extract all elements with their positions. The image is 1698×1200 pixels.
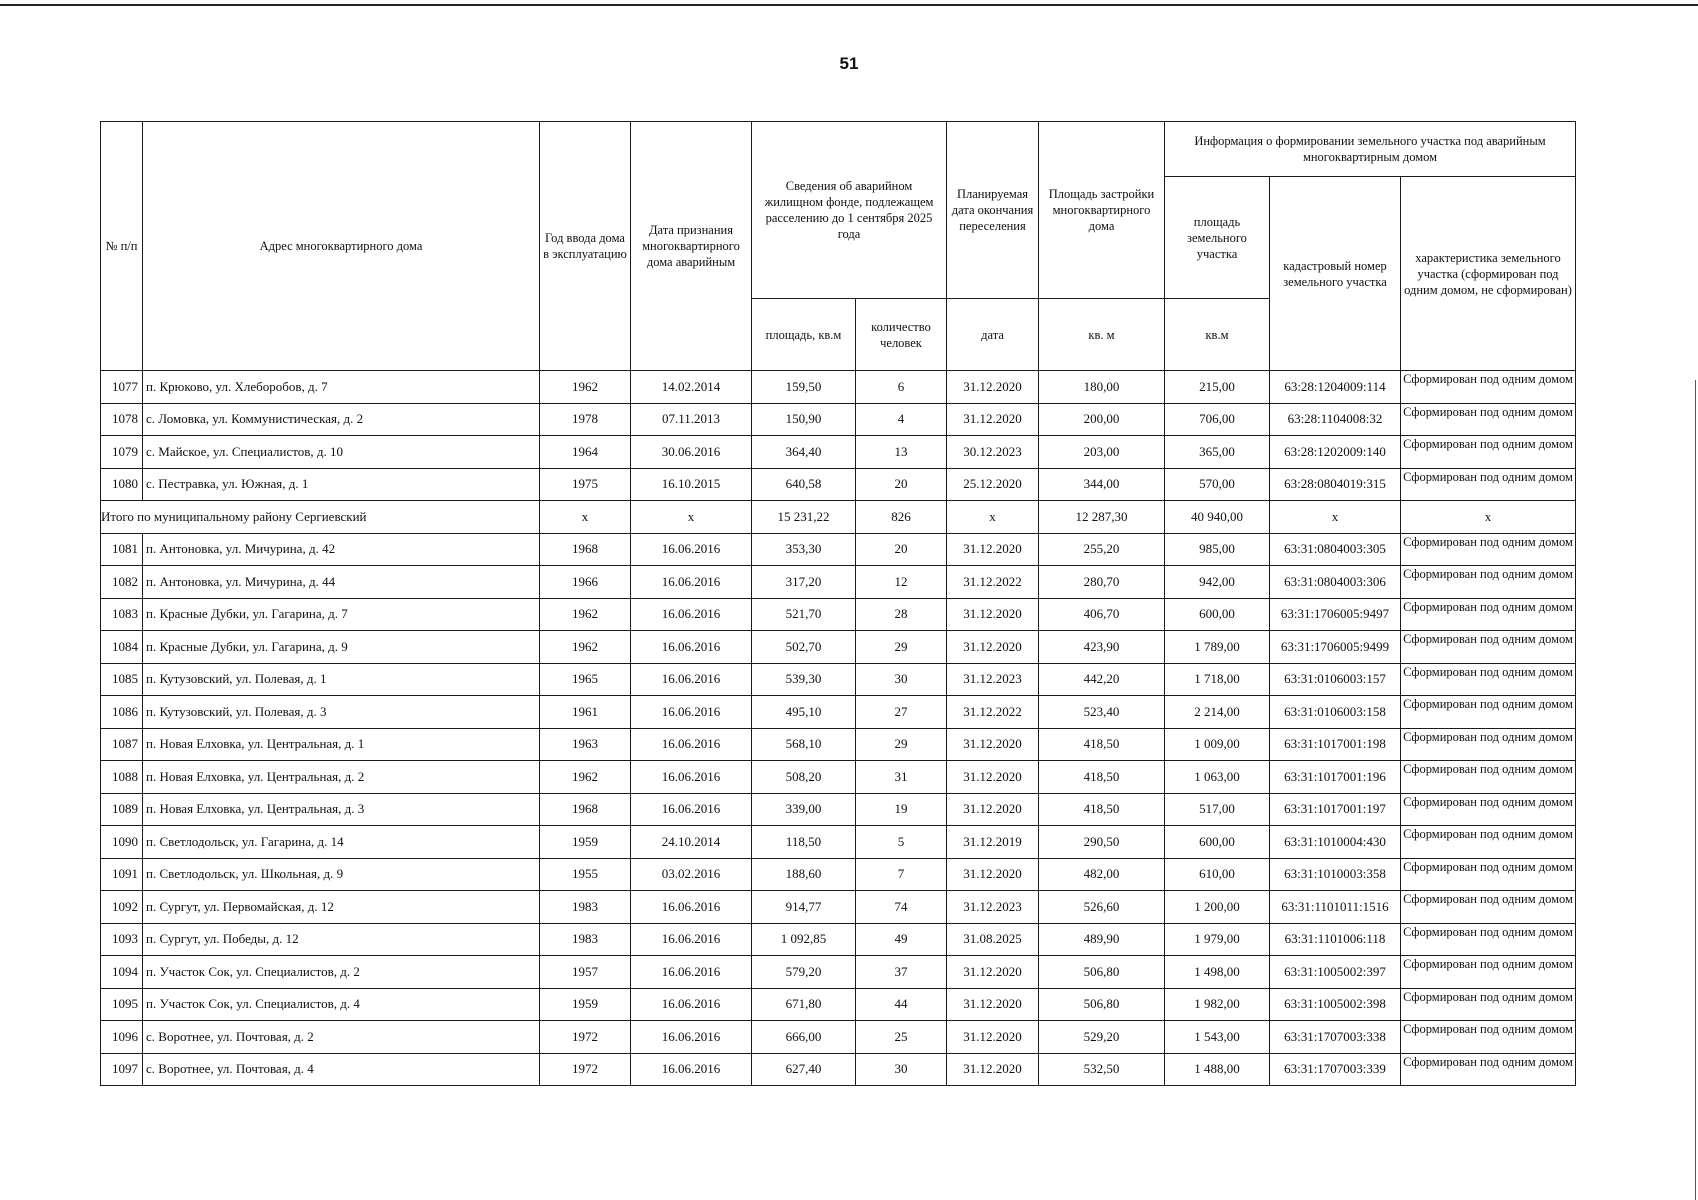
- people-count: 12: [856, 566, 947, 599]
- page-number: 51: [839, 54, 859, 73]
- year-built: x: [540, 501, 631, 534]
- recognition-date: 16.06.2016: [631, 923, 752, 956]
- building-address: п. Новая Елховка, ул. Центральная, д. 2: [143, 761, 540, 794]
- recognition-date: 16.06.2016: [631, 1053, 752, 1086]
- land-characteristic: Сформирован под одним домом: [1401, 696, 1576, 729]
- year-built: 1966: [540, 566, 631, 599]
- people-count: 29: [856, 631, 947, 664]
- people-count: 28: [856, 598, 947, 631]
- planned-end-date: 31.08.2025: [947, 923, 1039, 956]
- building-area: 406,70: [1039, 598, 1165, 631]
- land-area: 517,00: [1165, 793, 1270, 826]
- row-number: 1094: [101, 956, 143, 989]
- building-area: 532,50: [1039, 1053, 1165, 1086]
- land-area: 1 488,00: [1165, 1053, 1270, 1086]
- recognition-date: 16.06.2016: [631, 631, 752, 664]
- row-number: 1081: [101, 533, 143, 566]
- building-address: с. Пестравка, ул. Южная, д. 1: [143, 468, 540, 501]
- recognition-date: 30.06.2016: [631, 436, 752, 469]
- building-address: п. Крюково, ул. Хлеборобов, д. 7: [143, 371, 540, 404]
- cadastral-number: 63:28:1204009:114: [1270, 371, 1401, 404]
- land-characteristic: Сформирован под одним домом: [1401, 923, 1576, 956]
- row-number: 1082: [101, 566, 143, 599]
- table-row: [101, 533, 1576, 566]
- year-built: 1972: [540, 1021, 631, 1054]
- cadastral-number: x: [1270, 501, 1401, 534]
- year-built: 1962: [540, 631, 631, 664]
- table-header: [101, 122, 1576, 371]
- table-row: [101, 631, 1576, 664]
- fund-area: 508,20: [752, 761, 856, 794]
- year-built: 1975: [540, 468, 631, 501]
- fund-area: 317,20: [752, 566, 856, 599]
- row-number: 1087: [101, 728, 143, 761]
- building-address: п. Антоновка, ул. Мичурина, д. 44: [143, 566, 540, 599]
- top-scan-edge: [0, 4, 1698, 6]
- land-area: 1 979,00: [1165, 923, 1270, 956]
- planned-end-date: 31.12.2020: [947, 533, 1039, 566]
- cadastral-number: 63:31:1706005:9497: [1270, 598, 1401, 631]
- recognition-date: 14.02.2014: [631, 371, 752, 404]
- year-built: 1983: [540, 923, 631, 956]
- land-area: 706,00: [1165, 403, 1270, 436]
- table-row: [101, 1053, 1576, 1086]
- people-count: 44: [856, 988, 947, 1021]
- planned-end-date: 31.12.2023: [947, 663, 1039, 696]
- building-area: 255,20: [1039, 533, 1165, 566]
- table-row: [101, 826, 1576, 859]
- table-row: [101, 403, 1576, 436]
- planned-end-date: 31.12.2020: [947, 793, 1039, 826]
- year-built: 1968: [540, 793, 631, 826]
- header-land-area: площадь земельного участка: [1165, 177, 1270, 299]
- total-label: Итого по муниципальному району Сергиевский: [101, 501, 540, 534]
- fund-area: 364,40: [752, 436, 856, 469]
- row-number: 1080: [101, 468, 143, 501]
- land-area: 1 063,00: [1165, 761, 1270, 794]
- row-number: 1079: [101, 436, 143, 469]
- land-characteristic: Сформирован под одним домом: [1401, 728, 1576, 761]
- building-address: с. Воротнее, ул. Почтовая, д. 2: [143, 1021, 540, 1054]
- people-count: 6: [856, 371, 947, 404]
- year-built: 1972: [540, 1053, 631, 1086]
- planned-end-date: 31.12.2020: [947, 728, 1039, 761]
- recognition-date: 16.06.2016: [631, 793, 752, 826]
- planned-end-date: 31.12.2022: [947, 696, 1039, 729]
- land-area: 2 214,00: [1165, 696, 1270, 729]
- building-address: п. Новая Елховка, ул. Центральная, д. 3: [143, 793, 540, 826]
- building-area: 200,00: [1039, 403, 1165, 436]
- table-row: [101, 468, 1576, 501]
- building-area: 203,00: [1039, 436, 1165, 469]
- cadastral-number: 63:31:1707003:339: [1270, 1053, 1401, 1086]
- header-land-area-unit: кв.м: [1165, 299, 1270, 371]
- table-row: [101, 988, 1576, 1021]
- building-area: 506,80: [1039, 956, 1165, 989]
- recognition-date: 16.06.2016: [631, 891, 752, 924]
- table-row: [101, 566, 1576, 599]
- building-area: 180,00: [1039, 371, 1165, 404]
- row-number: 1097: [101, 1053, 143, 1086]
- people-count: 13: [856, 436, 947, 469]
- building-address: п. Участок Сок, ул. Специалистов, д. 4: [143, 988, 540, 1021]
- fund-area: 568,10: [752, 728, 856, 761]
- table-row: [101, 696, 1576, 729]
- planned-end-date: 31.12.2022: [947, 566, 1039, 599]
- building-address: с. Майское, ул. Специалистов, д. 10: [143, 436, 540, 469]
- land-characteristic: Сформирован под одним домом: [1401, 793, 1576, 826]
- row-number: 1095: [101, 988, 143, 1021]
- header-land-info: Информация о формировании земельного участка под аварийным многоквартирным домом: [1165, 122, 1576, 177]
- table-row: [101, 436, 1576, 469]
- building-address: п. Антоновка, ул. Мичурина, д. 42: [143, 533, 540, 566]
- land-characteristic: Сформирован под одним домом: [1401, 988, 1576, 1021]
- header-building-area-unit: кв. м: [1039, 299, 1165, 371]
- land-characteristic: Сформирован под одним домом: [1401, 566, 1576, 599]
- building-area: 506,80: [1039, 988, 1165, 1021]
- table-row: [101, 956, 1576, 989]
- building-area: 442,20: [1039, 663, 1165, 696]
- recognition-date: 16.06.2016: [631, 956, 752, 989]
- row-number: 1091: [101, 858, 143, 891]
- building-area: 290,50: [1039, 826, 1165, 859]
- planned-end-date: 31.12.2020: [947, 371, 1039, 404]
- fund-area: 666,00: [752, 1021, 856, 1054]
- building-area: 423,90: [1039, 631, 1165, 664]
- year-built: 1962: [540, 761, 631, 794]
- cadastral-number: 63:31:0106003:158: [1270, 696, 1401, 729]
- row-number: 1092: [101, 891, 143, 924]
- table-row: [101, 761, 1576, 794]
- year-built: 1983: [540, 891, 631, 924]
- header-year: Год ввода дома в эксплуатацию: [540, 122, 631, 371]
- people-count: 29: [856, 728, 947, 761]
- year-built: 1962: [540, 371, 631, 404]
- land-area: 1 789,00: [1165, 631, 1270, 664]
- cadastral-number: 63:28:1202009:140: [1270, 436, 1401, 469]
- land-area: 1 718,00: [1165, 663, 1270, 696]
- row-number: 1083: [101, 598, 143, 631]
- people-count: 7: [856, 858, 947, 891]
- people-count: 37: [856, 956, 947, 989]
- land-area: 985,00: [1165, 533, 1270, 566]
- year-built: 1955: [540, 858, 631, 891]
- row-number: 1085: [101, 663, 143, 696]
- table-row: [101, 923, 1576, 956]
- recognition-date: 16.06.2016: [631, 566, 752, 599]
- land-characteristic: Сформирован под одним домом: [1401, 533, 1576, 566]
- cadastral-number: 63:31:1101011:1516: [1270, 891, 1401, 924]
- cadastral-number: 63:28:0804019:315: [1270, 468, 1401, 501]
- header-land-char: характеристика земельного участка (сформирован под одним домом, не сформирован): [1401, 177, 1576, 371]
- recognition-date: 24.10.2014: [631, 826, 752, 859]
- land-area: 215,00: [1165, 371, 1270, 404]
- header-building-area: Площадь застройки многоквартирного дома: [1039, 122, 1165, 299]
- people-count: 4: [856, 403, 947, 436]
- header-cadastral: кадастровый номер земельного участка: [1270, 177, 1401, 371]
- cadastral-number: 63:31:1706005:9499: [1270, 631, 1401, 664]
- recognition-date: 16.06.2016: [631, 598, 752, 631]
- land-characteristic: Сформирован под одним домом: [1401, 761, 1576, 794]
- planned-end-date: 31.12.2020: [947, 598, 1039, 631]
- cadastral-number: 63:31:1017001:197: [1270, 793, 1401, 826]
- building-area: 418,50: [1039, 728, 1165, 761]
- year-built: 1964: [540, 436, 631, 469]
- recognition-date: 16.06.2016: [631, 533, 752, 566]
- fund-area: 118,50: [752, 826, 856, 859]
- fund-area: 521,70: [752, 598, 856, 631]
- year-built: 1957: [540, 956, 631, 989]
- cadastral-number: 63:31:1010004:430: [1270, 826, 1401, 859]
- table-row: [101, 663, 1576, 696]
- recognition-date: 07.11.2013: [631, 403, 752, 436]
- table-row: [101, 728, 1576, 761]
- table-row: [101, 891, 1576, 924]
- building-area: 482,00: [1039, 858, 1165, 891]
- building-area: 280,70: [1039, 566, 1165, 599]
- fund-area: 159,50: [752, 371, 856, 404]
- people-count: 20: [856, 533, 947, 566]
- land-characteristic: Сформирован под одним домом: [1401, 436, 1576, 469]
- building-address: п. Сургут, ул. Первомайская, д. 12: [143, 891, 540, 924]
- building-area: 418,50: [1039, 761, 1165, 794]
- planned-end-date: 31.12.2020: [947, 403, 1039, 436]
- land-area: 365,00: [1165, 436, 1270, 469]
- building-area: 12 287,30: [1039, 501, 1165, 534]
- row-number: 1086: [101, 696, 143, 729]
- header-planned-end-unit: дата: [947, 299, 1039, 371]
- planned-end-date: 31.12.2020: [947, 761, 1039, 794]
- building-area: 523,40: [1039, 696, 1165, 729]
- land-characteristic: x: [1401, 501, 1576, 534]
- buildings-table: [100, 121, 1576, 1086]
- land-characteristic: Сформирован под одним домом: [1401, 663, 1576, 696]
- recognition-date: 16.06.2016: [631, 663, 752, 696]
- year-built: 1963: [540, 728, 631, 761]
- people-count: 30: [856, 663, 947, 696]
- planned-end-date: 31.12.2020: [947, 988, 1039, 1021]
- building-area: 526,60: [1039, 891, 1165, 924]
- year-built: 1961: [540, 696, 631, 729]
- planned-end-date: 30.12.2023: [947, 436, 1039, 469]
- people-count: 30: [856, 1053, 947, 1086]
- recognition-date: 16.06.2016: [631, 696, 752, 729]
- fund-area: 579,20: [752, 956, 856, 989]
- cadastral-number: 63:31:1101006:118: [1270, 923, 1401, 956]
- cadastral-number: 63:31:0804003:305: [1270, 533, 1401, 566]
- building-address: п. Участок Сок, ул. Специалистов, д. 2: [143, 956, 540, 989]
- land-area: 1 982,00: [1165, 988, 1270, 1021]
- cadastral-number: 63:28:1104008:32: [1270, 403, 1401, 436]
- land-characteristic: Сформирован под одним домом: [1401, 598, 1576, 631]
- building-address: п. Сургут, ул. Победы, д. 12: [143, 923, 540, 956]
- land-characteristic: Сформирован под одним домом: [1401, 858, 1576, 891]
- land-characteristic: Сформирован под одним домом: [1401, 1021, 1576, 1054]
- row-number: 1093: [101, 923, 143, 956]
- building-area: 489,90: [1039, 923, 1165, 956]
- people-count: 5: [856, 826, 947, 859]
- fund-area: 150,90: [752, 403, 856, 436]
- planned-end-date: 31.12.2020: [947, 1021, 1039, 1054]
- land-area: 610,00: [1165, 858, 1270, 891]
- table-row: [101, 598, 1576, 631]
- header-fund-info: Сведения об аварийном жилищном фонде, подлежащем расселению до 1 сентября 2025 года: [752, 122, 947, 299]
- recognition-date: 16.06.2016: [631, 761, 752, 794]
- fund-area: 539,30: [752, 663, 856, 696]
- fund-area: 502,70: [752, 631, 856, 664]
- fund-area: 914,77: [752, 891, 856, 924]
- row-number: 1089: [101, 793, 143, 826]
- land-area: 570,00: [1165, 468, 1270, 501]
- planned-end-date: 31.12.2020: [947, 858, 1039, 891]
- cadastral-number: 63:31:1017001:196: [1270, 761, 1401, 794]
- total-row: [101, 501, 1576, 534]
- recognition-date: x: [631, 501, 752, 534]
- building-address: п. Светлодольск, ул. Школьная, д. 9: [143, 858, 540, 891]
- building-address: с. Воротнее, ул. Почтовая, д. 4: [143, 1053, 540, 1086]
- header-fund-people: количество человек: [856, 299, 947, 371]
- building-area: 529,20: [1039, 1021, 1165, 1054]
- header-planned-end: Планируемая дата окончания переселения: [947, 122, 1039, 299]
- row-number: 1088: [101, 761, 143, 794]
- cadastral-number: 63:31:1017001:198: [1270, 728, 1401, 761]
- building-address: п. Светлодольск, ул. Гагарина, д. 14: [143, 826, 540, 859]
- land-area: 1 200,00: [1165, 891, 1270, 924]
- year-built: 1962: [540, 598, 631, 631]
- land-characteristic: Сформирован под одним домом: [1401, 403, 1576, 436]
- header-address: Адрес многоквартирного дома: [143, 122, 540, 371]
- people-count: 25: [856, 1021, 947, 1054]
- building-address: п. Кутузовский, ул. Полевая, д. 1: [143, 663, 540, 696]
- cadastral-number: 63:31:1005002:398: [1270, 988, 1401, 1021]
- land-area: 1 498,00: [1165, 956, 1270, 989]
- people-count: 49: [856, 923, 947, 956]
- land-area: 942,00: [1165, 566, 1270, 599]
- year-built: 1968: [540, 533, 631, 566]
- fund-area: 188,60: [752, 858, 856, 891]
- land-area: 40 940,00: [1165, 501, 1270, 534]
- year-built: 1959: [540, 826, 631, 859]
- table-row: [101, 1021, 1576, 1054]
- land-characteristic: Сформирован под одним домом: [1401, 371, 1576, 404]
- building-address: с. Ломовка, ул. Коммунистическая, д. 2: [143, 403, 540, 436]
- year-built: 1965: [540, 663, 631, 696]
- people-count: 74: [856, 891, 947, 924]
- planned-end-date: 31.12.2023: [947, 891, 1039, 924]
- planned-end-date: 31.12.2020: [947, 1053, 1039, 1086]
- land-area: 1 009,00: [1165, 728, 1270, 761]
- year-built: 1978: [540, 403, 631, 436]
- recognition-date: 16.10.2015: [631, 468, 752, 501]
- planned-end-date: 25.12.2020: [947, 468, 1039, 501]
- table-row: [101, 371, 1576, 404]
- row-number: 1077: [101, 371, 143, 404]
- cadastral-number: 63:31:1707003:338: [1270, 1021, 1401, 1054]
- fund-area: 640,58: [752, 468, 856, 501]
- land-characteristic: Сформирован под одним домом: [1401, 826, 1576, 859]
- row-number: 1084: [101, 631, 143, 664]
- cadastral-number: 63:31:0804003:306: [1270, 566, 1401, 599]
- planned-end-date: 31.12.2019: [947, 826, 1039, 859]
- planned-end-date: 31.12.2020: [947, 631, 1039, 664]
- land-area: 1 543,00: [1165, 1021, 1270, 1054]
- people-count: 27: [856, 696, 947, 729]
- land-characteristic: Сформирован под одним домом: [1401, 956, 1576, 989]
- cadastral-number: 63:31:1010003:358: [1270, 858, 1401, 891]
- land-characteristic: Сформирован под одним домом: [1401, 891, 1576, 924]
- fund-area: 15 231,22: [752, 501, 856, 534]
- fund-area: 339,00: [752, 793, 856, 826]
- row-number: 1096: [101, 1021, 143, 1054]
- right-scan-edge: [1695, 380, 1696, 1200]
- fund-area: 671,80: [752, 988, 856, 1021]
- land-characteristic: Сформирован под одним домом: [1401, 631, 1576, 664]
- planned-end-date: x: [947, 501, 1039, 534]
- header-num: № п/п: [101, 122, 143, 371]
- building-area: 418,50: [1039, 793, 1165, 826]
- header-recognition-date: Дата признания многоквартирного дома аварийным: [631, 122, 752, 371]
- cadastral-number: 63:31:1005002:397: [1270, 956, 1401, 989]
- planned-end-date: 31.12.2020: [947, 956, 1039, 989]
- building-address: п. Красные Дубки, ул. Гагарина, д. 7: [143, 598, 540, 631]
- land-area: 600,00: [1165, 598, 1270, 631]
- cadastral-number: 63:31:0106003:157: [1270, 663, 1401, 696]
- header-fund-area: площадь, кв.м: [752, 299, 856, 371]
- recognition-date: 03.02.2016: [631, 858, 752, 891]
- fund-area: 627,40: [752, 1053, 856, 1086]
- row-number: 1090: [101, 826, 143, 859]
- fund-area: 353,30: [752, 533, 856, 566]
- table-body: [101, 371, 1576, 1086]
- people-count: 19: [856, 793, 947, 826]
- building-address: п. Красные Дубки, ул. Гагарина, д. 9: [143, 631, 540, 664]
- recognition-date: 16.06.2016: [631, 988, 752, 1021]
- fund-area: 1 092,85: [752, 923, 856, 956]
- building-address: п. Новая Елховка, ул. Центральная, д. 1: [143, 728, 540, 761]
- table-row: [101, 858, 1576, 891]
- table-row: [101, 793, 1576, 826]
- building-area: 344,00: [1039, 468, 1165, 501]
- land-characteristic: Сформирован под одним домом: [1401, 468, 1576, 501]
- land-area: 600,00: [1165, 826, 1270, 859]
- year-built: 1959: [540, 988, 631, 1021]
- people-count: 20: [856, 468, 947, 501]
- building-address: п. Кутузовский, ул. Полевая, д. 3: [143, 696, 540, 729]
- land-characteristic: Сформирован под одним домом: [1401, 1053, 1576, 1086]
- recognition-date: 16.06.2016: [631, 1021, 752, 1054]
- fund-area: 495,10: [752, 696, 856, 729]
- recognition-date: 16.06.2016: [631, 728, 752, 761]
- people-count: 31: [856, 761, 947, 794]
- people-count: 826: [856, 501, 947, 534]
- row-number: 1078: [101, 403, 143, 436]
